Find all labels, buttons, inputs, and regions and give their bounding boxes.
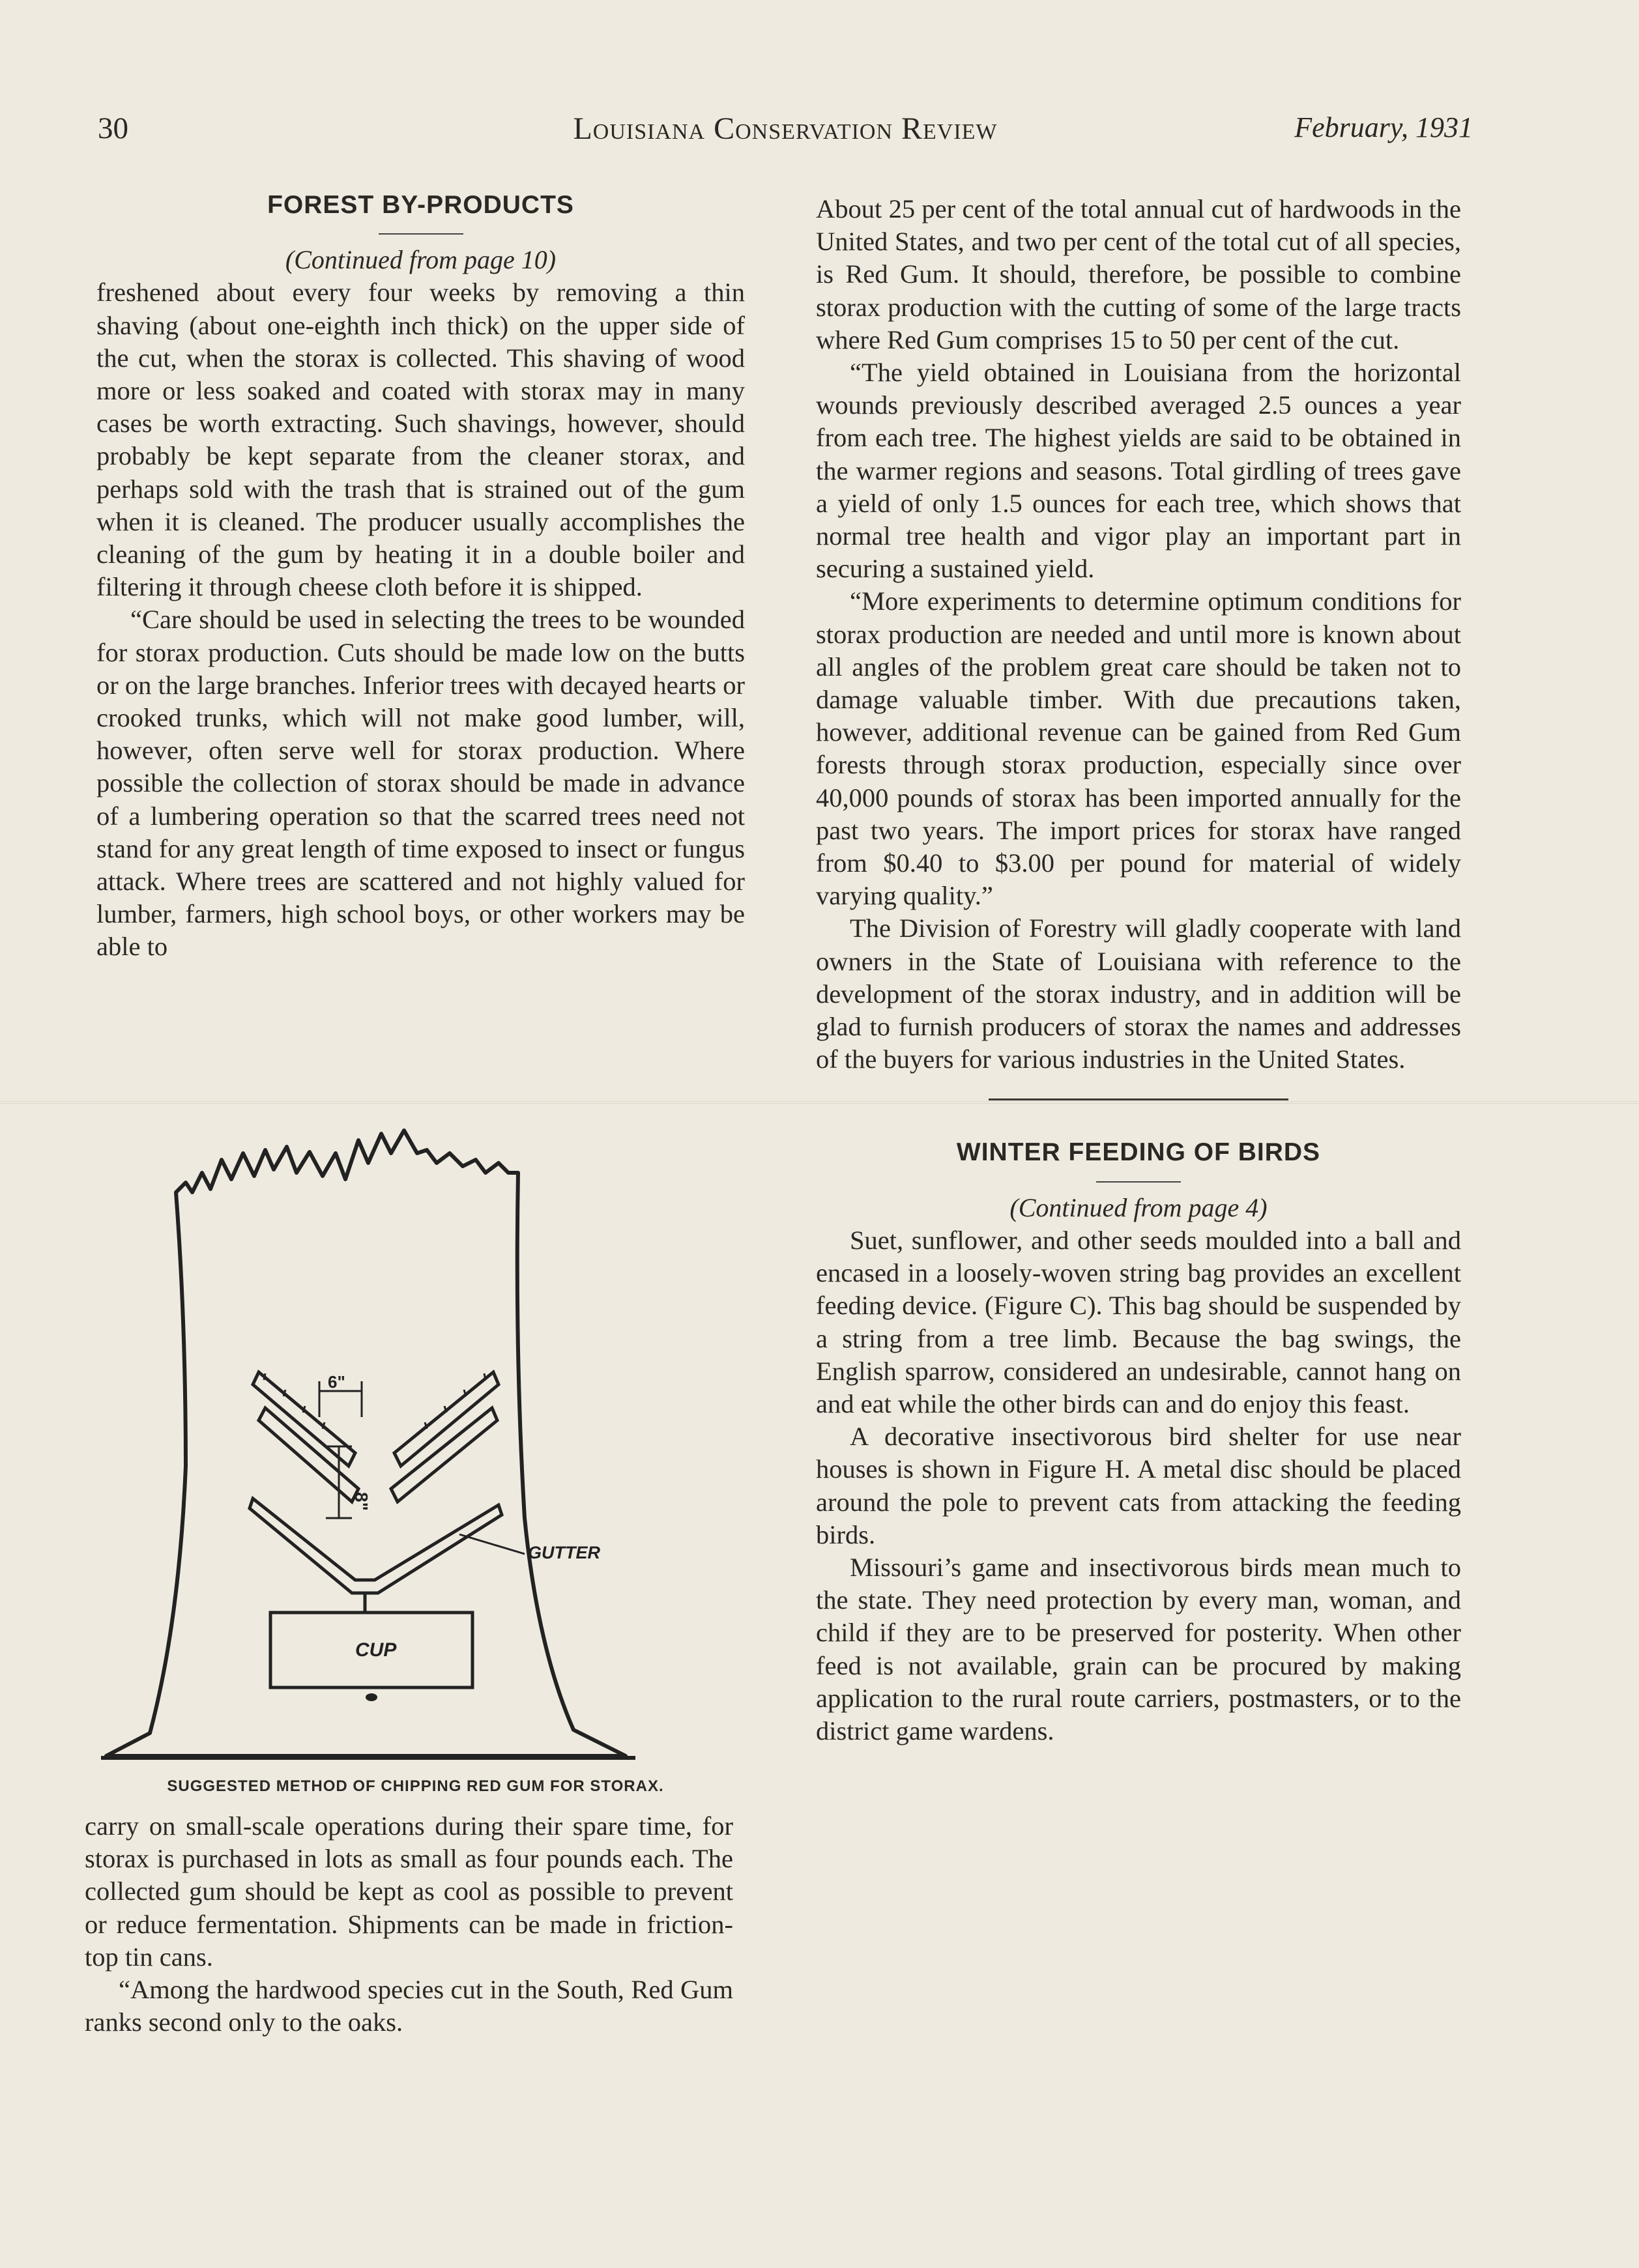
page-number: 30	[98, 111, 128, 145]
forest-paragraph-4: “Among the hardwood species cut in the South, Red Gum ranks second only to the oaks.	[85, 1975, 733, 2037]
forest-paragraph-3: carry on small-scale operations during their spare time, for storax is purchased in lots as small as four pounds each. The collected gum should be kept as cool as possible to prevent or reduce fermentation. Shipments can be made in friction-top tin cans.	[85, 1811, 733, 1972]
forest-byproducts-continued: (Continued from page 10)	[285, 245, 557, 275]
title-divider	[379, 233, 463, 235]
publication-title: Louisiana Conservation Review	[573, 111, 998, 146]
article-separator	[989, 1098, 1288, 1100]
forest-paragraph-8: The Division of Forestry will gladly cooperate with land owners in the State of Louisiana with reference to the development of the storax industry, and in addition will be glad to furnish producers of storax the names and addresses of the buyers for various industries in the United States.	[816, 913, 1461, 1074]
issue-date: February, 1931	[1294, 111, 1473, 143]
forest-paragraph-6: “The yield obtained in Louisiana from the horizontal wounds previously described averaged 2.5 ounces a year from each tree. The highest yields are said to be obtained in the warmer regions and seasons. Total girdling of trees gave a yield of only 1.5 ounces for each tree, which shows that normal tree health and vigor play an important part in securing a sustained yield.	[816, 358, 1461, 584]
storax-figure	[94, 1127, 733, 1779]
height-label: 8"	[351, 1492, 371, 1511]
page-header	[98, 111, 1473, 169]
forest-paragraph-1: freshened about every four weeks by removing a thin shaving (about one-eighth inch thick) on the upper side of the cut, when the storax is collected. This shaving of wood more or less soaked and coated with storax may in many cases be worth extracting. Such shavings, however, should probably be kept separate from the cleaner storax, and perhaps sold with the trash that is strained out of the gum when it is cleaned. The producer usually accomplishes the cleaning of the gum by heating it in a double boiler and filtering it through cheese cloth before it is shipped.	[96, 278, 745, 602]
right-column	[816, 193, 1461, 1747]
forest-paragraph-2: “Care should be used in selecting the trees to be wounded for storax production. Cuts should be made low on the butts or on the large branches. Inferior trees with decayed hearts or crooked trunks, which will not make good lumber, will, however, often serve well for storax production. Where possible the collection of storax should be made in advance of a lumbering operation so that the scarred trees need not stand for any great length of time exposed to insect or fungus attack. Where trees are scattered and not highly valued for lumber, farmers, high school boys, or other workers may be able to	[96, 605, 745, 962]
cup-label: CUP	[355, 1639, 397, 1661]
winter-paragraph-3: Missouri’s game and insectivorous birds mean much to the state. They need protection by every man, woman, and child if they are to be preserved for posterity. When other feed is not available, grain can be procured by making application to the rural route carriers, postmasters, or to the district game wardens.	[816, 1552, 1461, 1745]
title-divider	[1096, 1181, 1181, 1183]
winter-feeding-title: WINTER FEEDING OF BIRDS	[956, 1138, 1321, 1167]
tree-stump-illustration	[94, 1127, 733, 1779]
forest-paragraph-7: “More experiments to determine optimum conditions for storax production are needed and until more is known about all angles of the problem great care should be taken not to damage valuable timber. With due precautions taken, however, additional revenue can be gained from Red Gum forests through storax production, especially since over 40,000 pounds of storax has been imported annually for the past two years. The import prices for storax have ranged from $0.40 to $3.00 per pound for material of widely varying quality.”	[816, 586, 1461, 911]
winter-feeding-continued: (Continued from page 4)	[1009, 1192, 1268, 1222]
left-column-top	[96, 189, 745, 964]
width-label: 6"	[328, 1372, 345, 1392]
figure-caption: SUGGESTED METHOD OF CHIPPING RED GUM FOR STORAX.	[167, 1777, 664, 1795]
forest-paragraph-5: About 25 per cent of the total annual cut of hardwoods in the United States, and two per cent of the total cut of all species, is Red Gum. It should, therefore, be possible to combine storax production with the cutting of some of the large tracts where Red Gum comprises 15 to 50 per cent of the cut.	[816, 194, 1461, 354]
gutter-label: GUTTER	[528, 1543, 600, 1562]
winter-paragraph-1: Suet, sunflower, and other seeds moulded into a ball and encased in a loosely-woven string bag provides an excellent feeding device. (Figure C). This bag should be suspended by a string from a tree limb. Because the bag swings, the English sparrow, considered an undesirable, cannot hang on and eat while the other birds can and do enjoy this feast.	[816, 1225, 1461, 1418]
stump-outline	[106, 1130, 626, 1756]
forest-byproducts-title: FOREST BY-PRODUCTS	[267, 191, 574, 219]
left-column-bottom	[85, 1810, 733, 2039]
winter-paragraph-2: A decorative insectivorous bird shelter for use near houses is shown in Figure H. A metal disc should be placed around the pole to prevent cats from attacking the feeding birds.	[816, 1422, 1461, 1549]
